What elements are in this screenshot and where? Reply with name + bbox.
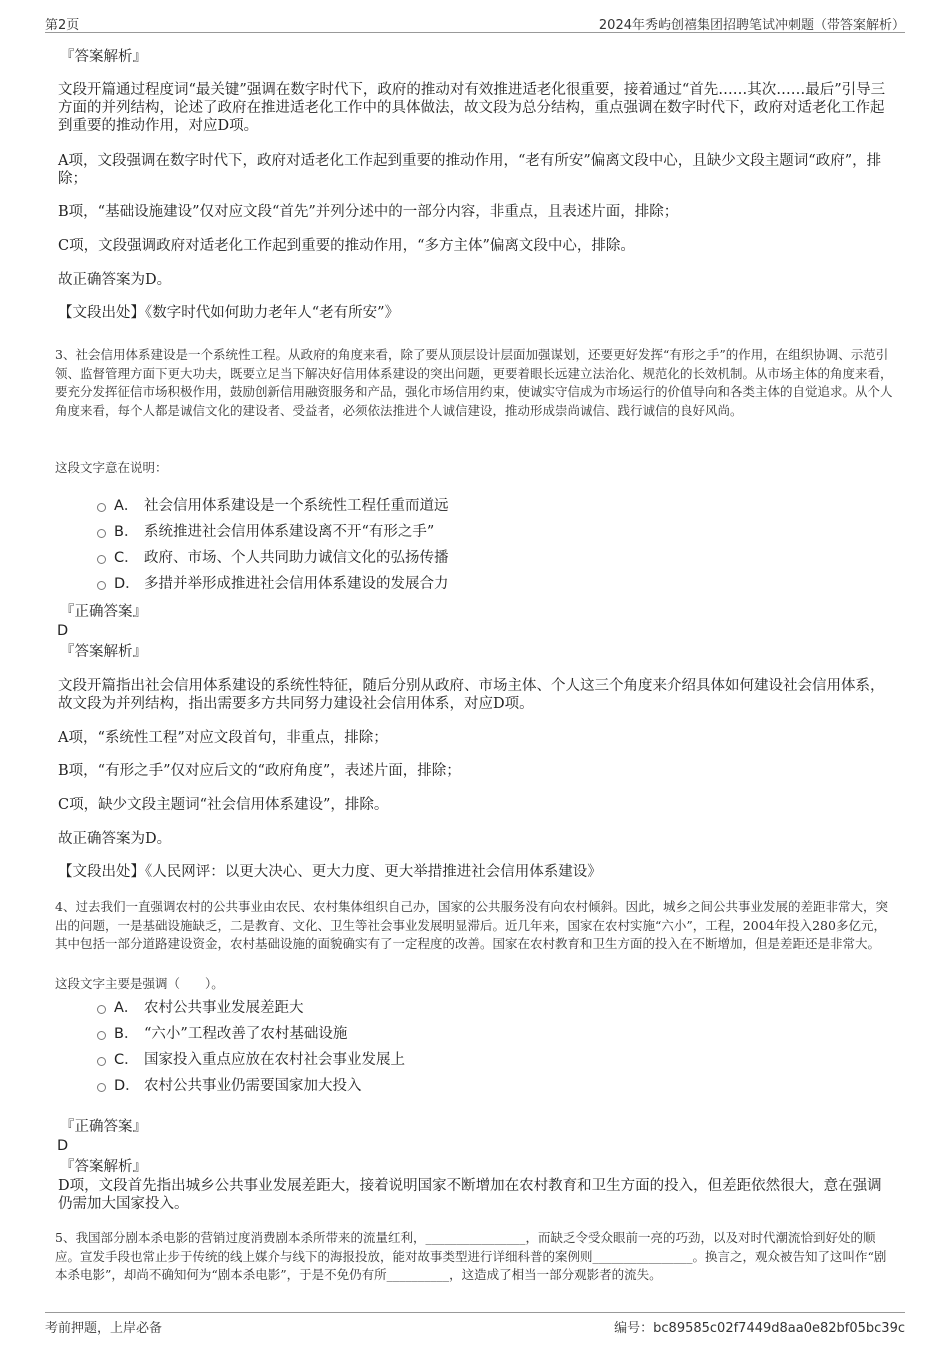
radio-icon[interactable] — [97, 503, 106, 512]
page-footer — [45, 1312, 905, 1337]
q4-option-d[interactable] — [97, 1077, 362, 1095]
q3-analysis-label: 『答案解析』 — [60, 644, 147, 660]
q3-conclusion: 故正确答案为D。 — [58, 831, 172, 847]
radio-icon[interactable] — [97, 1005, 106, 1014]
q4-answer-value: D — [57, 1138, 69, 1154]
document-title: 2024年秀屿创禧集团招聘笔试冲刺题（带答案解析） — [598, 18, 905, 33]
q2-analysis-c: C项，文段强调政府对适老化工作起到重要的推动作用，“多方主体”偏离文段中心，排除。 — [58, 238, 635, 254]
option-text: “六小”工程改善了农村基础设施 — [144, 1026, 348, 1042]
page-header — [45, 10, 905, 33]
radio-icon[interactable] — [97, 1083, 106, 1092]
q3-analysis-paragraph: 文段开篇指出社会信用体系建设的系统性特征，随后分别从政府、市场主体、个人这三个角度来介绍具体如何建设社会信用体系，故文段为并列结构，指出需要多方共同努力建设社会信用体系，对应D项。 — [58, 678, 885, 712]
q3-option-a[interactable] — [97, 497, 449, 515]
document-id: 编号：bc89585c02f7449d8aa0e82bf05bc39c — [614, 1321, 905, 1336]
radio-icon[interactable] — [97, 555, 106, 564]
page-number-label: 第2页 — [45, 18, 80, 33]
q3-source: 【文段出处】《人民网评：以更大决心、更大力度、更大举措推进社会信用体系建设》 — [58, 864, 602, 880]
q2-analysis-label: 『答案解析』 — [60, 49, 147, 65]
q3-analysis-b: B项，“有形之手”仅对应后文的“政府角度”，表述片面，排除； — [58, 763, 461, 779]
option-text: 国家投入重点应放在农村社会事业发展上 — [144, 1052, 405, 1068]
option-key: A． — [114, 1000, 139, 1016]
q3-answer-label: 『正确答案』 — [60, 604, 147, 620]
q4-option-b[interactable] — [97, 1025, 347, 1043]
q2-source: 【文段出处】《数字时代如何助力老年人“老有所安”》 — [58, 305, 400, 321]
q2-analysis-b: B项，“基础设施建设”仅对应文段“首先”并列分述中的一部分内容，非重点，且表述片面，排除； — [58, 204, 679, 220]
radio-icon[interactable] — [97, 1057, 106, 1066]
option-text: 政府、市场、个人共同助力诚信文化的弘扬传播 — [144, 550, 449, 566]
q4-question: 这段文字主要是强调（ ）。 — [55, 976, 224, 991]
radio-icon[interactable] — [97, 581, 106, 590]
q3-analysis-c: C项，缺少文段主题词“社会信用体系建设”，排除。 — [58, 797, 389, 813]
q3-option-d[interactable] — [97, 575, 449, 593]
option-text: 农村公共事业仍需要国家加大投入 — [144, 1078, 362, 1094]
option-key: D． — [114, 576, 140, 592]
q5-stem: 5、我国部分剧本杀电影的营销过度消费剧本杀所带来的流量红利，________________，而缺乏令受众眼前一亮的巧劲，以及对时代潮流恰到好处的顺应。宣发手段也常止步于传统的线上媒介与线下的海报投放，能对故事类型进行详细科普的案例则________________。换言之，观众被告知了这叫作“剧本杀电影”，却尚不确知何为“剧本杀电影”，于是不免仍有所__________，这造成了相当一部分观影者的流失。 — [55, 1230, 887, 1282]
option-key: C． — [114, 550, 139, 566]
option-text: 系统推进社会信用体系建设离不开“有形之手” — [144, 524, 435, 540]
q4-answer-label: 『正确答案』 — [60, 1119, 147, 1135]
q4-analysis-paragraph: D项，文段首先指出城乡公共事业发展差距大，接着说明国家不断增加在农村教育和卫生方面的投入，但差距依然很大，意在强调仍需加大国家投入。 — [58, 1178, 882, 1212]
q4-option-a[interactable] — [97, 999, 304, 1017]
q4-stem: 4、过去我们一直强调农村的公共事业由农民、农村集体组织自己办，国家的公共服务没有向农村倾斜。因此，城乡之间公共事业发展的差距非常大，突出的问题，一是基础设施缺乏，二是教育、文化、卫生等社会事业发展明显滞后。近几年来，国家在农村实施“六小”，工程，2004年投入280多亿元，其中包括一部分道路建设资金，农村基础设施的面貌确实有了一定程度的改善。国家在农村教育和卫生方面的投入在不断增加，但是差距还是非常大。 — [55, 899, 888, 951]
option-key: B． — [114, 1026, 139, 1042]
radio-icon[interactable] — [97, 529, 106, 538]
q2-analysis-a: A项，文段强调在数字时代下，政府对适老化工作起到重要的推动作用，“老有所安”偏离文段中心，且缺少文段主题词“政府”，排除； — [58, 153, 882, 187]
option-key: C． — [114, 1052, 139, 1068]
q4-option-c[interactable] — [97, 1051, 405, 1069]
option-text: 多措并举形成推进社会信用体系建设的发展合力 — [144, 576, 449, 592]
option-key: B． — [114, 524, 139, 540]
q3-answer-value: D — [57, 623, 69, 639]
radio-icon[interactable] — [97, 1031, 106, 1040]
option-key: D． — [114, 1078, 140, 1094]
q3-option-c[interactable] — [97, 549, 449, 567]
q3-analysis-a: A项，“系统性工程”对应文段首句，非重点，排除； — [58, 730, 388, 746]
footer-slogan: 考前押题，上岸必备 — [45, 1321, 163, 1336]
q4-analysis-label: 『答案解析』 — [60, 1159, 147, 1175]
q3-option-b[interactable] — [97, 523, 434, 541]
option-text: 社会信用体系建设是一个系统性工程任重而道远 — [144, 498, 449, 514]
option-text: 农村公共事业发展差距大 — [144, 1000, 304, 1016]
q2-analysis-paragraph: 文段开篇通过程度词“最关键”强调在数字时代下，政府的推动对有效推进适老化很重要，接着通过“首先……其次……最后”引导三方面的并列结构，论述了政府在推进适老化工作中的具体做法，故文段为总分结构，重点强调在数字时代下，政府对适老化工作起到重要的推动作用，对应D项。 — [58, 82, 886, 134]
q3-stem: 3、社会信用体系建设是一个系统性工程。从政府的角度来看，除了要从顶层设计层面加强谋划，还要更好发挥“有形之手”的作用，在组织协调、示范引领、监督管理方面下更大功夫，既要立足当下解决好信用体系建设的突出问题，更要着眼长远建立法治化、规范化的长效机制。从市场主体的角度来看，要充分发挥征信市场积极作用，鼓励创新信用融资服务和产品，强化市场信用约束，使诚实守信成为市场运行的价值导向和各类主体的自觉追求。从个人角度来看，每个人都是诚信文化的建设者、受益者，必须依法推进个人诚信建设，推动形成崇尚诚信、践行诚信的良好风尚。 — [55, 347, 893, 418]
q3-question: 这段文字意在说明： — [55, 460, 168, 475]
q2-conclusion: 故正确答案为D。 — [58, 272, 172, 288]
option-key: A． — [114, 498, 139, 514]
